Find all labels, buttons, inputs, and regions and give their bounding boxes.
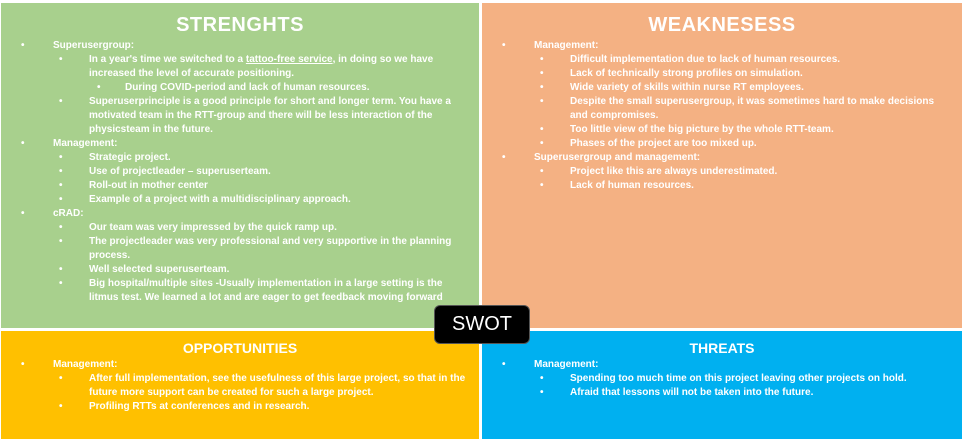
bullet-item bbox=[53, 193, 479, 207]
weaknesses-list bbox=[482, 39, 962, 193]
bullet-item bbox=[53, 235, 479, 263]
group-label: Management: bbox=[53, 359, 118, 370]
bullet-item bbox=[534, 386, 962, 400]
item-text: Example of a project with a multidisciplinary approach. bbox=[89, 194, 351, 205]
item-text-tail: , in doing so we have increased the level of accurate positioning. bbox=[89, 54, 434, 79]
strengths-group-items bbox=[53, 151, 479, 207]
item-text: Big hospital/multiple sites -Usually implementation in a large setting is the litmus test. We learned a lot and are eager to get feedback moving forward bbox=[89, 278, 443, 303]
bullet-item bbox=[53, 372, 479, 400]
weaknesses-group bbox=[482, 151, 962, 193]
strengths-group-items bbox=[53, 53, 479, 137]
item-text: Project like this are always underestimated. bbox=[570, 166, 778, 177]
item-text: Too little view of the big picture by the whole RTT-team. bbox=[570, 124, 834, 135]
bullet-item bbox=[53, 151, 479, 165]
bullet-item bbox=[534, 95, 962, 123]
group-label: Management: bbox=[534, 40, 599, 51]
threats-list bbox=[482, 358, 962, 400]
bullet-item bbox=[53, 95, 479, 137]
strengths-list bbox=[1, 39, 479, 305]
item-text: Superuserprinciple is a good principle for short and longer term. You have a motivated team in the RTT-group and there will be less interaction of the physicsteam in the future. bbox=[89, 96, 451, 135]
item-text: Wide variety of skills within nurse RT employees. bbox=[570, 82, 804, 93]
bullet-item bbox=[53, 53, 479, 95]
weaknesses-group bbox=[482, 39, 962, 151]
item-text: In a year's time we switched to a bbox=[89, 54, 246, 65]
threats-title: THREATS bbox=[689, 340, 755, 356]
item-text: Afraid that lessons will not be taken into the future. bbox=[570, 387, 814, 398]
opportunities-group-items bbox=[53, 372, 479, 414]
item-text: Profiling RTTs at conferences and in research. bbox=[89, 401, 310, 412]
bullet-item bbox=[53, 165, 479, 179]
item-text: Lack of technically strong profiles on simulation. bbox=[570, 68, 803, 79]
weaknesses-group-items bbox=[534, 165, 962, 193]
group-label: Management: bbox=[53, 138, 118, 149]
strengths-group-items bbox=[53, 221, 479, 305]
item-text: Use of projectleader – superuserteam. bbox=[89, 166, 271, 177]
strengths-group bbox=[1, 39, 479, 137]
strengths-group bbox=[1, 137, 479, 207]
bullet-item bbox=[53, 221, 479, 235]
weaknesses-quadrant bbox=[482, 3, 962, 328]
item-text: Roll-out in mother center bbox=[89, 180, 208, 191]
weaknesses-title: WEAKNESESS bbox=[648, 14, 796, 36]
bullet-item bbox=[534, 137, 962, 151]
bullet-item bbox=[53, 277, 479, 305]
threats-quadrant bbox=[482, 331, 962, 439]
threats-group-items bbox=[534, 372, 962, 400]
group-label: Superusergroup: bbox=[53, 40, 135, 51]
bullet-item bbox=[534, 81, 962, 95]
strengths-title: STRENGHTS bbox=[176, 14, 304, 36]
group-label: Management: bbox=[534, 359, 599, 370]
bullet-item bbox=[53, 179, 479, 193]
item-text: Difficult implementation due to lack of human resources. bbox=[570, 54, 841, 65]
swot-center-label: SWOT bbox=[434, 305, 530, 344]
threats-group bbox=[482, 358, 962, 400]
bullet-item bbox=[53, 400, 479, 414]
item-text: Lack of human resources. bbox=[570, 180, 694, 191]
bullet-item bbox=[534, 67, 962, 81]
sub-list bbox=[89, 81, 471, 95]
group-label: Superusergroup and management: bbox=[534, 152, 701, 163]
sub-bullet-item: • During COVID-period and lack of human resources. bbox=[89, 81, 471, 95]
item-text: After full implementation, see the usefulness of this large project, so that in the future more support can be created for such a large project. bbox=[89, 373, 466, 398]
bullet-item bbox=[534, 165, 962, 179]
opportunities-group bbox=[1, 358, 479, 414]
item-text: Our team was very impressed by the quick ramp up. bbox=[89, 222, 337, 233]
bullet-item bbox=[534, 53, 962, 67]
opportunities-title: OPPORTUNITIES bbox=[182, 340, 298, 356]
item-text: Well selected superuserteam. bbox=[89, 264, 230, 275]
item-text: Spending too much time on this project leaving other projects on hold. bbox=[570, 373, 907, 384]
opportunities-quadrant bbox=[1, 331, 479, 439]
item-text: Despite the small superusergroup, it was sometimes hard to make decisions and compromises. bbox=[570, 96, 935, 121]
item-text: Strategic project. bbox=[89, 152, 171, 163]
opportunities-list bbox=[1, 358, 479, 414]
bullet-item bbox=[534, 372, 962, 386]
underlined-text: tattoo-free service bbox=[245, 54, 333, 65]
item-text: Phases of the project are too mixed up. bbox=[570, 138, 757, 149]
weaknesses-group-items bbox=[534, 53, 962, 151]
group-label: cRAD: bbox=[53, 208, 84, 219]
item-text: The projectleader was very professional and very supportive in the planning process. bbox=[89, 236, 452, 261]
bullet-item bbox=[53, 263, 479, 277]
strengths-quadrant bbox=[1, 3, 479, 328]
bullet-item bbox=[534, 179, 962, 193]
bullet-item bbox=[534, 123, 962, 137]
strengths-group bbox=[1, 207, 479, 305]
